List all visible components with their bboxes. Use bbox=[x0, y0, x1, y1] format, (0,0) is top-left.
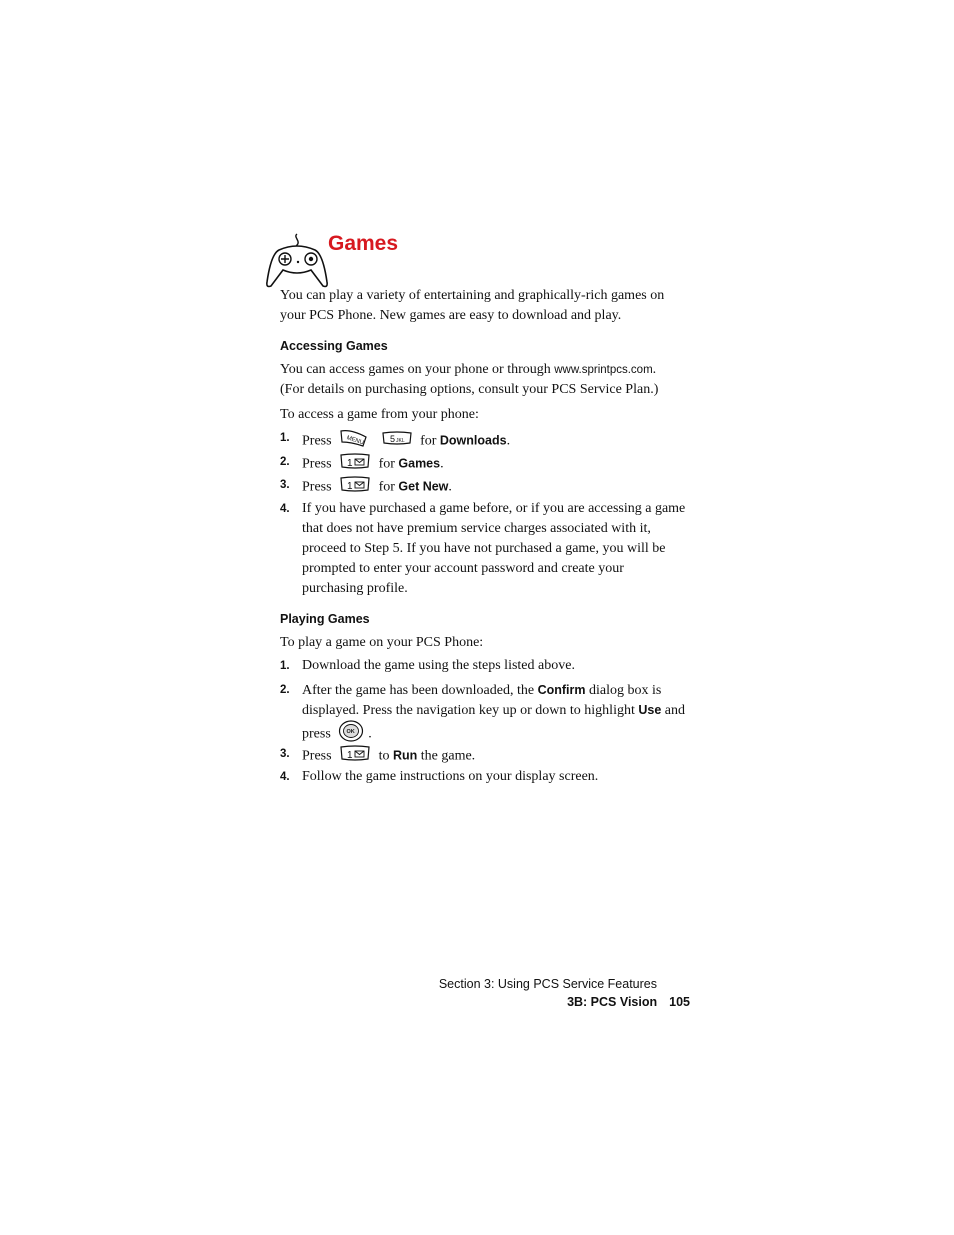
for-text: for bbox=[378, 479, 395, 495]
punctuation: . bbox=[506, 433, 511, 449]
step-number: 1. bbox=[280, 432, 290, 444]
step-line: prompted to enter your account password and create your bbox=[302, 561, 624, 576]
for-text: for bbox=[378, 456, 395, 472]
run-keyword: Run bbox=[392, 748, 418, 763]
key-5-label: 5 bbox=[389, 434, 395, 444]
playing-intro: To play a game on your PCS Phone: bbox=[280, 635, 484, 650]
footer-section: Section 3: Using PCS Service Features bbox=[438, 977, 657, 991]
access-step-4 bbox=[302, 499, 685, 599]
accessing-games-heading: Accessing Games bbox=[280, 339, 388, 353]
play-step-1: Download the game using the steps listed above. bbox=[302, 658, 575, 673]
step-number: 3. bbox=[280, 479, 290, 491]
sprintpcs-link[interactable]: www.sprintpcs.com bbox=[554, 364, 653, 376]
access-intro: To access a game from your phone: bbox=[280, 407, 479, 422]
accessing-paragraph-line-2: (For details on purchasing options, consult your PCS Service Plan.) bbox=[280, 382, 659, 397]
key-1-icon bbox=[339, 452, 371, 477]
punctuation: . bbox=[448, 479, 452, 495]
step-line: purchasing profile. bbox=[302, 581, 408, 596]
key-1-label: 1 bbox=[347, 458, 353, 469]
games-keyword: Games bbox=[398, 456, 441, 471]
confirm-keyword: Confirm bbox=[537, 683, 586, 697]
access-step-3 bbox=[302, 475, 452, 500]
gamepad-icon bbox=[265, 232, 329, 290]
key-1-icon bbox=[339, 744, 371, 769]
text-span: the game. bbox=[420, 748, 476, 764]
text-span: . bbox=[652, 362, 657, 377]
step-number: 2. bbox=[280, 456, 290, 468]
punctuation: . bbox=[440, 456, 444, 472]
step-number: 4. bbox=[280, 503, 290, 515]
menu-key-label: MENU bbox=[345, 435, 365, 447]
key-1-label: 1 bbox=[347, 481, 353, 492]
press-text: Press bbox=[302, 456, 332, 472]
text-span: After the game has been downloaded, the bbox=[302, 683, 538, 698]
play-step-4: Follow the game instructions on your display screen. bbox=[302, 769, 599, 784]
punctuation: . bbox=[368, 726, 372, 742]
play-step-2-line-1 bbox=[302, 680, 661, 701]
text-span: displayed. Press the navigation key up or down to highlight bbox=[302, 703, 639, 718]
play-step-2-line-2 bbox=[302, 700, 685, 721]
step-number: 2. bbox=[280, 684, 290, 696]
access-step-2 bbox=[302, 452, 444, 477]
use-keyword: Use bbox=[638, 703, 662, 717]
ok-key-label: OK bbox=[346, 729, 356, 735]
svg-text:JKL: JKL bbox=[395, 438, 405, 444]
menu-key-icon bbox=[339, 428, 369, 455]
step-line: If you have purchased a game before, or if you are accessing a game bbox=[302, 501, 686, 516]
text-span: You can access games on your phone or through bbox=[280, 362, 555, 377]
get-new-keyword: Get New bbox=[398, 479, 449, 494]
step-number: 3. bbox=[280, 748, 290, 760]
step-line: that does not have premium service charges associated with it, bbox=[302, 521, 651, 536]
downloads-keyword: Downloads bbox=[439, 433, 507, 448]
key-1-label: 1 bbox=[347, 750, 353, 761]
access-step-1 bbox=[302, 428, 510, 455]
step-number: 1. bbox=[280, 660, 290, 672]
page-title: Games bbox=[328, 232, 399, 255]
intro-line-2: your PCS Phone. New games are easy to download and play. bbox=[280, 308, 622, 323]
key-1-icon bbox=[339, 475, 371, 500]
key-5-icon bbox=[381, 430, 413, 453]
press-text: Press bbox=[302, 433, 332, 449]
footer-chapter-line bbox=[567, 993, 690, 1011]
text-span: and bbox=[661, 703, 686, 718]
text-span: dialog box is bbox=[585, 683, 662, 698]
press-text: Press bbox=[302, 479, 332, 495]
page-number: 105 bbox=[669, 995, 690, 1009]
step-line: proceed to Step 5. If you have not purchased a game, you will be bbox=[302, 541, 666, 556]
step-number: 4. bbox=[280, 771, 290, 783]
press-text: press bbox=[302, 726, 331, 742]
press-text: Press bbox=[302, 748, 332, 764]
play-step-3 bbox=[302, 744, 475, 769]
for-text: for bbox=[420, 433, 437, 449]
intro-line-1: You can play a variety of entertaining and graphically-rich games on bbox=[280, 288, 665, 303]
accessing-paragraph-line-1 bbox=[280, 360, 656, 380]
playing-games-heading: Playing Games bbox=[280, 612, 370, 626]
to-text: to bbox=[378, 748, 390, 764]
footer-chapter: 3B: PCS Vision bbox=[567, 995, 658, 1009]
